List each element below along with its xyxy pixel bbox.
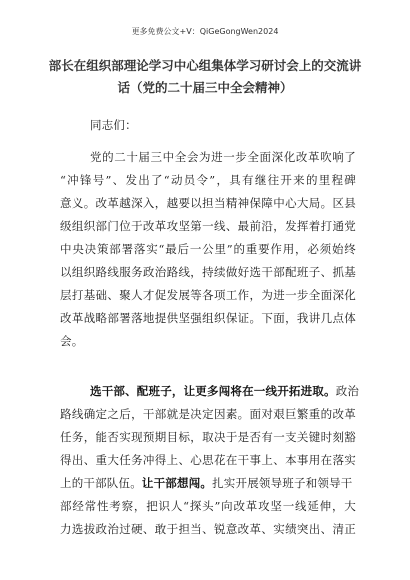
paragraph-2-text: 扎实开展领导班子和领导干 [212,476,353,490]
paragraph-2-line: 部经常性考察，把识人“探头”向改革攻坚一线延伸，大 [60,499,356,513]
paragraph-1-line: 以组织路线服务政治路线，持续做好选干部配班子、抓基 [60,265,356,279]
paragraph-1-line: 级组织部门位于改革攻坚第一线、最前沿，发挥着打通党 [60,219,356,233]
document-title-line-2: 话（党的二十届三中全会精神） [117,80,293,95]
paragraph-1-line: 会。 [60,334,84,348]
paragraph-2-text: 上的干部队伍。 [60,476,142,490]
paragraph-1-line: 层打基础、聚人才促发展等各项工作，为进一步全面深化 [60,288,356,302]
paragraph-2-text: 政治 [335,384,360,398]
document-title-line-1: 部长在组织部理论学习中心组集体学习研讨会上的交流讲 [48,58,362,73]
paragraph-2-line [60,476,356,491]
paragraph-1-line: 党的二十届三中全会为进一步全面深化改革吹响了 [90,150,356,164]
paragraph-2-line [90,384,360,399]
paragraph-2-heading: 选干部、配班子，让更多闯将在一线开拓进取。 [90,384,336,398]
paragraph-1-line: “冲锋号”、发出了“动员令”，具有继往开来的里程碑 [60,173,356,187]
paragraph-1-line: 意义。改革越深入，越要以担当精神保障中心大局。区县 [60,196,356,210]
paragraph-2-line: 任务，能否实现预期目标，取决于是否有一支关键时刻豁 [60,430,356,444]
paragraph-2-subheading: 让干部想闯。 [141,476,213,490]
paragraph-1-line: 改革战略部署落地提供坚强组织保证。下面，我讲几点体 [60,311,356,325]
header-note: 更多免费公文+V：QiGeGongWen2024 [131,27,279,36]
paragraph-1-line: 中央决策部署落实“最后一公里”的重要作用，必须始终 [60,242,356,256]
paragraph-2-line: 力选拔政治过硬、敢于担当、锐意改革、实绩突出、清正 [60,522,356,536]
paragraph-2-line: 路线确定之后，干部就是决定因素。面对艰巨繁重的改革 [60,407,356,421]
paragraph-2-line: 得出、重大任务冲得上、心思花在干事上、本事用在落实 [60,453,356,467]
salutation: 同志们： [90,118,137,132]
